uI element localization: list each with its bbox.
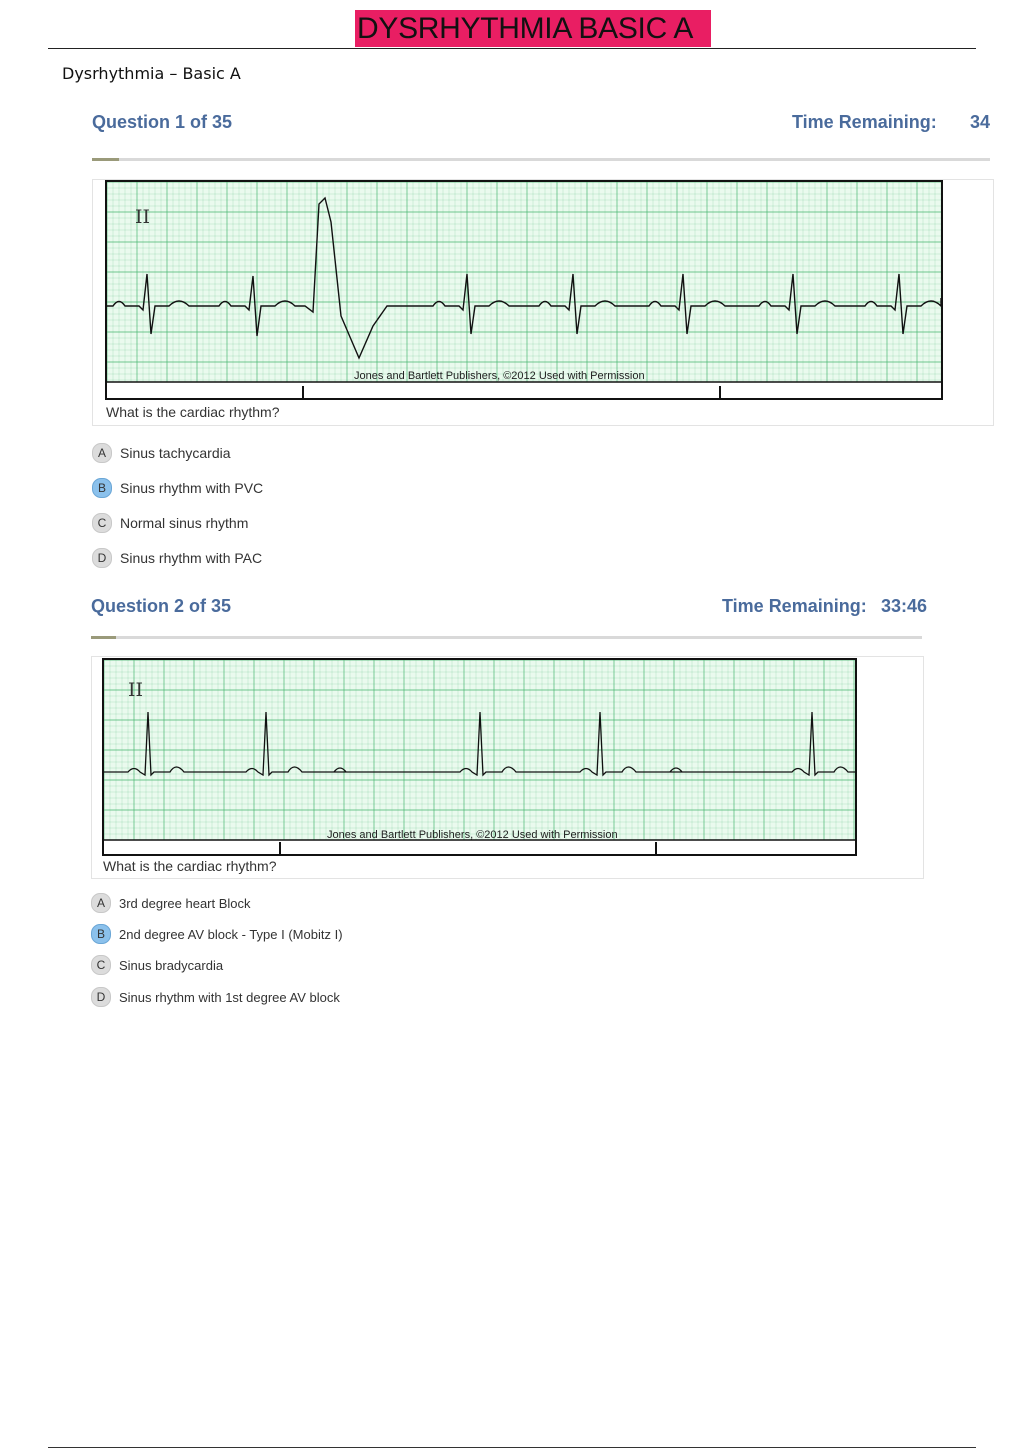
option-letter: C xyxy=(91,955,111,975)
ecg-trace-1 xyxy=(107,182,941,398)
header-divider xyxy=(48,48,976,49)
progress-bar xyxy=(91,636,922,639)
progress-fill xyxy=(92,158,119,161)
question-header: Question 1 of 35 xyxy=(92,112,233,132)
answer-options xyxy=(91,892,491,1007)
option-c[interactable] xyxy=(91,954,223,976)
question-2 xyxy=(91,596,928,1016)
answer-options xyxy=(92,442,492,572)
option-d[interactable] xyxy=(91,986,340,1008)
option-letter: D xyxy=(91,987,111,1007)
time-remaining-value: 34 xyxy=(970,112,991,132)
option-c[interactable] xyxy=(92,512,248,534)
image-credit: Jones and Bartlett Publishers, ©2012 Used with Permission xyxy=(354,370,645,382)
lead-label: II xyxy=(135,206,151,228)
time-remaining-label: Time Remaining: xyxy=(722,596,867,616)
lead-label: II xyxy=(128,679,144,701)
option-text: Sinus rhythm with 1st degree AV block xyxy=(119,989,340,1005)
question-prompt: What is the cardiac rhythm? xyxy=(103,858,277,874)
progress-bar xyxy=(92,158,990,161)
progress-fill xyxy=(91,636,116,639)
option-text: Sinus tachycardia xyxy=(120,445,231,461)
option-letter: D xyxy=(92,548,112,568)
option-b[interactable] xyxy=(91,923,343,945)
option-letter: A xyxy=(91,893,111,913)
question-panel xyxy=(92,179,994,426)
ecg-waveform xyxy=(104,712,855,775)
option-text: Normal sinus rhythm xyxy=(120,515,249,531)
time-remaining-label: Time Remaining: xyxy=(792,112,937,132)
image-credit: Jones and Bartlett Publishers, ©2012 Used with Permission xyxy=(327,829,618,841)
option-a[interactable] xyxy=(92,442,231,464)
document-title: DYSRHYTHMIA BASIC A xyxy=(355,10,711,47)
option-text: Sinus bradycardia xyxy=(119,957,224,973)
ecg-grid xyxy=(104,660,855,854)
option-text: Sinus rhythm with PAC xyxy=(120,550,263,566)
option-text: 3rd degree heart Block xyxy=(119,895,251,911)
time-remaining-value: 33:46 xyxy=(881,596,928,616)
option-letter: A xyxy=(92,443,112,463)
footer-divider xyxy=(48,1447,976,1448)
option-letter: C xyxy=(92,513,112,533)
document-subtitle: Dysrhythmia – Basic A xyxy=(62,64,241,83)
ecg-grid xyxy=(107,182,941,398)
option-letter: B xyxy=(92,478,112,498)
option-text: Sinus rhythm with PVC xyxy=(120,480,264,496)
option-d[interactable] xyxy=(92,547,262,569)
ecg-strip xyxy=(102,658,857,856)
option-text: 2nd degree AV block - Type I (Mobitz I) xyxy=(119,926,343,942)
question-panel xyxy=(91,656,924,879)
option-b[interactable] xyxy=(92,477,263,499)
question-1 xyxy=(92,112,992,572)
question-header: Question 2 of 35 xyxy=(91,596,232,616)
ecg-strip xyxy=(105,180,943,400)
option-letter: B xyxy=(91,924,111,944)
option-a[interactable] xyxy=(91,892,251,914)
ecg-trace-2 xyxy=(104,660,855,854)
question-prompt: What is the cardiac rhythm? xyxy=(106,404,280,420)
